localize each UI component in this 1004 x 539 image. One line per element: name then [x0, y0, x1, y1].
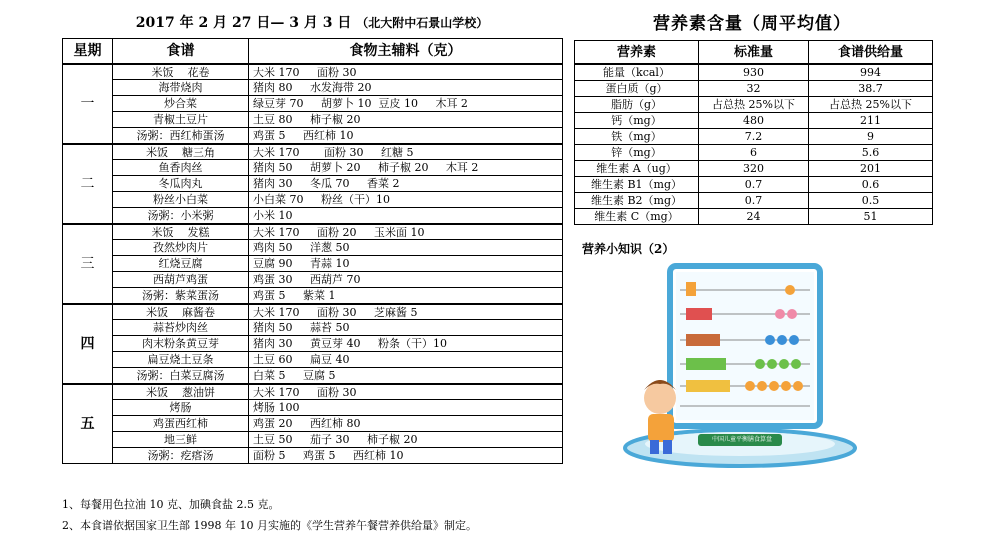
menu-dish-cell: 粉丝小白菜 [113, 192, 249, 208]
menu-ingredient-cell: 鸡肉 50 洋葱 50 [249, 240, 563, 256]
menu-row [63, 160, 563, 176]
nutrition-row [575, 145, 933, 161]
nutrition-supply-cell: 201 [809, 161, 933, 177]
nutrition-row [575, 193, 933, 209]
nutrition-row [575, 64, 933, 81]
menu-dish-cell: 米饭 发糕 [113, 224, 249, 240]
menu-ingredient-cell: 猪肉 30 冬瓜 70 香菜 2 [249, 176, 563, 192]
menu-ingredient-cell: 猪肉 30 黄豆芽 40 粉条（干）10 [249, 336, 563, 352]
nutrition-header-nutrient: 营养素 [575, 41, 699, 65]
nutrition-nutrient-cell: 脂肪（g） [575, 97, 699, 113]
menu-title-dates: 2017 年 2 月 27 日— 3 月 3 日 [135, 15, 352, 31]
menu-dish-cell: 鱼香肉丝 [113, 160, 249, 176]
menu-dish-cell: 红烧豆腐 [113, 256, 249, 272]
menu-dish-cell: 米饭 麻酱卷 [113, 304, 249, 320]
menu-dish-cell: 肉末粉条黄豆芽 [113, 336, 249, 352]
knowledge-title: 营养小知识（2） [582, 242, 675, 256]
menu-ingredient-cell: 大米 170 面粉 30 芝麻酱 5 [249, 304, 563, 320]
menu-dish-cell: 地三鲜 [113, 432, 249, 448]
nutrition-row [575, 97, 933, 113]
menu-row [63, 416, 563, 432]
nutrition-standard-cell: 占总热 25%以下 [699, 97, 809, 113]
menu-dish-cell: 汤粥：疙瘩汤 [113, 448, 249, 464]
menu-dish-cell: 烤肠 [113, 400, 249, 416]
menu-ingredient-cell: 鸡蛋 20 西红柿 80 [249, 416, 563, 432]
menu-ingredient-cell: 白菜 5 豆腐 5 [249, 368, 563, 385]
menu-ingredient-cell: 大米 170 面粉 30 [249, 384, 563, 400]
nutrition-row [575, 81, 933, 97]
nutrition-nutrient-cell: 维生素 B2（mg） [575, 193, 699, 209]
menu-ingredient-cell: 小米 10 [249, 208, 563, 225]
nutrition-standard-cell: 6 [699, 145, 809, 161]
nutrition-nutrient-cell: 锌（mg） [575, 145, 699, 161]
menu-row [63, 240, 563, 256]
menu-ingredient-cell: 土豆 50 茄子 30 柿子椒 20 [249, 432, 563, 448]
nutrition-standard-cell: 320 [699, 161, 809, 177]
menu-row [63, 208, 563, 225]
menu-dish-cell: 汤粥：白菜豆腐汤 [113, 368, 249, 385]
menu-row [63, 304, 563, 320]
menu-row [63, 224, 563, 240]
menu-day-cell: 二 [63, 144, 113, 224]
nutrition-supply-cell: 5.6 [809, 145, 933, 161]
nutrition-row [575, 177, 933, 193]
menu-day-cell: 五 [63, 384, 113, 464]
menu-day-cell: 一 [63, 64, 113, 144]
nutrition-standard-cell: 24 [699, 209, 809, 225]
nutrition-row [575, 209, 933, 225]
nutrition-nutrient-cell: 钙（mg） [575, 113, 699, 129]
nutrition-standard-cell: 7.2 [699, 129, 809, 145]
nutrition-standard-cell: 0.7 [699, 177, 809, 193]
menu-ingredient-cell: 土豆 60 扁豆 40 [249, 352, 563, 368]
menu-ingredient-cell: 绿豆芽 70 胡萝卜 10 豆皮 10 木耳 2 [249, 96, 563, 112]
menu-row [63, 144, 563, 160]
nutrition-standard-cell: 480 [699, 113, 809, 129]
nutrition-nutrient-cell: 维生素 A（ug） [575, 161, 699, 177]
nutrition-supply-cell: 994 [809, 64, 933, 81]
nutrition-standard-cell: 32 [699, 81, 809, 97]
nutrition-title: 营养素含量（周平均值） [653, 14, 851, 34]
menu-dish-cell: 炒合菜 [113, 96, 249, 112]
abacus-label: 中国儿童平衡膳食算盘 [711, 436, 772, 443]
nutrition-nutrient-cell: 维生素 B1（mg） [575, 177, 699, 193]
menu-table [62, 38, 563, 464]
menu-row [63, 384, 563, 400]
nutrition-nutrient-cell: 维生素 C（mg） [575, 209, 699, 225]
menu-row [63, 176, 563, 192]
menu-dish-cell: 蒜苔炒肉丝 [113, 320, 249, 336]
menu-dish-cell: 冬瓜肉丸 [113, 176, 249, 192]
menu-row [63, 192, 563, 208]
menu-row [63, 112, 563, 128]
menu-day-cell: 三 [63, 224, 113, 304]
menu-ingredient-cell: 鸡蛋 30 西葫芦 70 [249, 272, 563, 288]
menu-header-dish: 食谱 [113, 39, 249, 65]
menu-day-cell: 四 [63, 304, 113, 384]
menu-ingredient-cell: 猪肉 50 蒜苔 50 [249, 320, 563, 336]
menu-ingredient-cell: 豆腐 90 青蒜 10 [249, 256, 563, 272]
note-2: 2、本食谱依据国家卫生部 1998 年 10 月实施的《学生营养午餐营养供给量》制定。 [62, 519, 477, 532]
menu-row [63, 368, 563, 385]
menu-row [63, 128, 563, 145]
menu-row [63, 80, 563, 96]
nutrition-row [575, 161, 933, 177]
menu-dish-cell: 孜然炒肉片 [113, 240, 249, 256]
menu-header-ingredients: 食物主辅料（克） [249, 39, 563, 65]
nutrition-abacus-illustration [620, 258, 860, 472]
nutrition-supply-cell: 51 [809, 209, 933, 225]
menu-row [63, 320, 563, 336]
menu-dish-cell: 汤粥：小米粥 [113, 208, 249, 225]
menu-row [63, 272, 563, 288]
nutrition-standard-cell: 930 [699, 64, 809, 81]
menu-ingredient-cell: 面粉 5 鸡蛋 5 西红柿 10 [249, 448, 563, 464]
nutrition-header-standard: 标准量 [699, 41, 809, 65]
menu-row [63, 400, 563, 416]
menu-dish-cell: 米饭 花卷 [113, 64, 249, 80]
nutrition-supply-cell: 9 [809, 129, 933, 145]
menu-ingredient-cell: 鸡蛋 5 西红柿 10 [249, 128, 563, 145]
nutrition-supply-cell: 38.7 [809, 81, 933, 97]
menu-ingredient-cell: 土豆 80 柿子椒 20 [249, 112, 563, 128]
nutrition-supply-cell: 211 [809, 113, 933, 129]
menu-dish-cell: 青椒土豆片 [113, 112, 249, 128]
nutrition-row [575, 113, 933, 129]
nutrition-nutrient-cell: 铁（mg） [575, 129, 699, 145]
nutrition-supply-cell: 占总热 25%以下 [809, 97, 933, 113]
nutrition-nutrient-cell: 能量（kcal） [575, 64, 699, 81]
nutrition-table [574, 40, 933, 225]
menu-ingredient-cell: 猪肉 80 水发海带 20 [249, 80, 563, 96]
menu-row [63, 96, 563, 112]
menu-row [63, 64, 563, 80]
menu-dish-cell: 汤粥：紫菜蛋汤 [113, 288, 249, 305]
menu-dish-cell: 米饭 糖三角 [113, 144, 249, 160]
menu-row [63, 288, 563, 305]
nutrition-row [575, 129, 933, 145]
nutrition-header-supply: 食谱供给量 [809, 41, 933, 65]
nutrition-nutrient-cell: 蛋白质（g） [575, 81, 699, 97]
menu-ingredient-cell: 烤肠 100 [249, 400, 563, 416]
menu-ingredient-cell: 鸡蛋 5 紫菜 1 [249, 288, 563, 305]
menu-ingredient-cell: 小白菜 70 粉丝（干）10 [249, 192, 563, 208]
menu-ingredient-cell: 大米 170 面粉 30 红糖 5 [249, 144, 563, 160]
menu-row [63, 352, 563, 368]
note-1: 1、每餐用色拉油 10 克、加碘食盐 2.5 克。 [62, 498, 280, 511]
menu-dish-cell: 西葫芦鸡蛋 [113, 272, 249, 288]
nutrition-supply-cell: 0.6 [809, 177, 933, 193]
notes [62, 494, 477, 536]
menu-ingredient-cell: 大米 170 面粉 30 [249, 64, 563, 80]
menu-header-day: 星期 [63, 39, 113, 65]
menu-dish-cell: 米饭 葱油饼 [113, 384, 249, 400]
nutrition-standard-cell: 0.7 [699, 193, 809, 209]
menu-row [63, 448, 563, 464]
nutrition-supply-cell: 0.5 [809, 193, 933, 209]
menu-dish-cell: 鸡蛋西红柿 [113, 416, 249, 432]
menu-ingredient-cell: 大米 170 面粉 20 玉米面 10 [249, 224, 563, 240]
menu-ingredient-cell: 猪肉 50 胡萝卜 20 柿子椒 20 木耳 2 [249, 160, 563, 176]
menu-title-school: （北大附中石景山学校） [356, 16, 489, 30]
menu-row [63, 336, 563, 352]
menu-dish-cell: 海带烧肉 [113, 80, 249, 96]
menu-title [62, 12, 562, 32]
menu-dish-cell: 扁豆烧土豆条 [113, 352, 249, 368]
menu-dish-cell: 汤粥：西红柿蛋汤 [113, 128, 249, 145]
menu-row [63, 256, 563, 272]
menu-row [63, 432, 563, 448]
